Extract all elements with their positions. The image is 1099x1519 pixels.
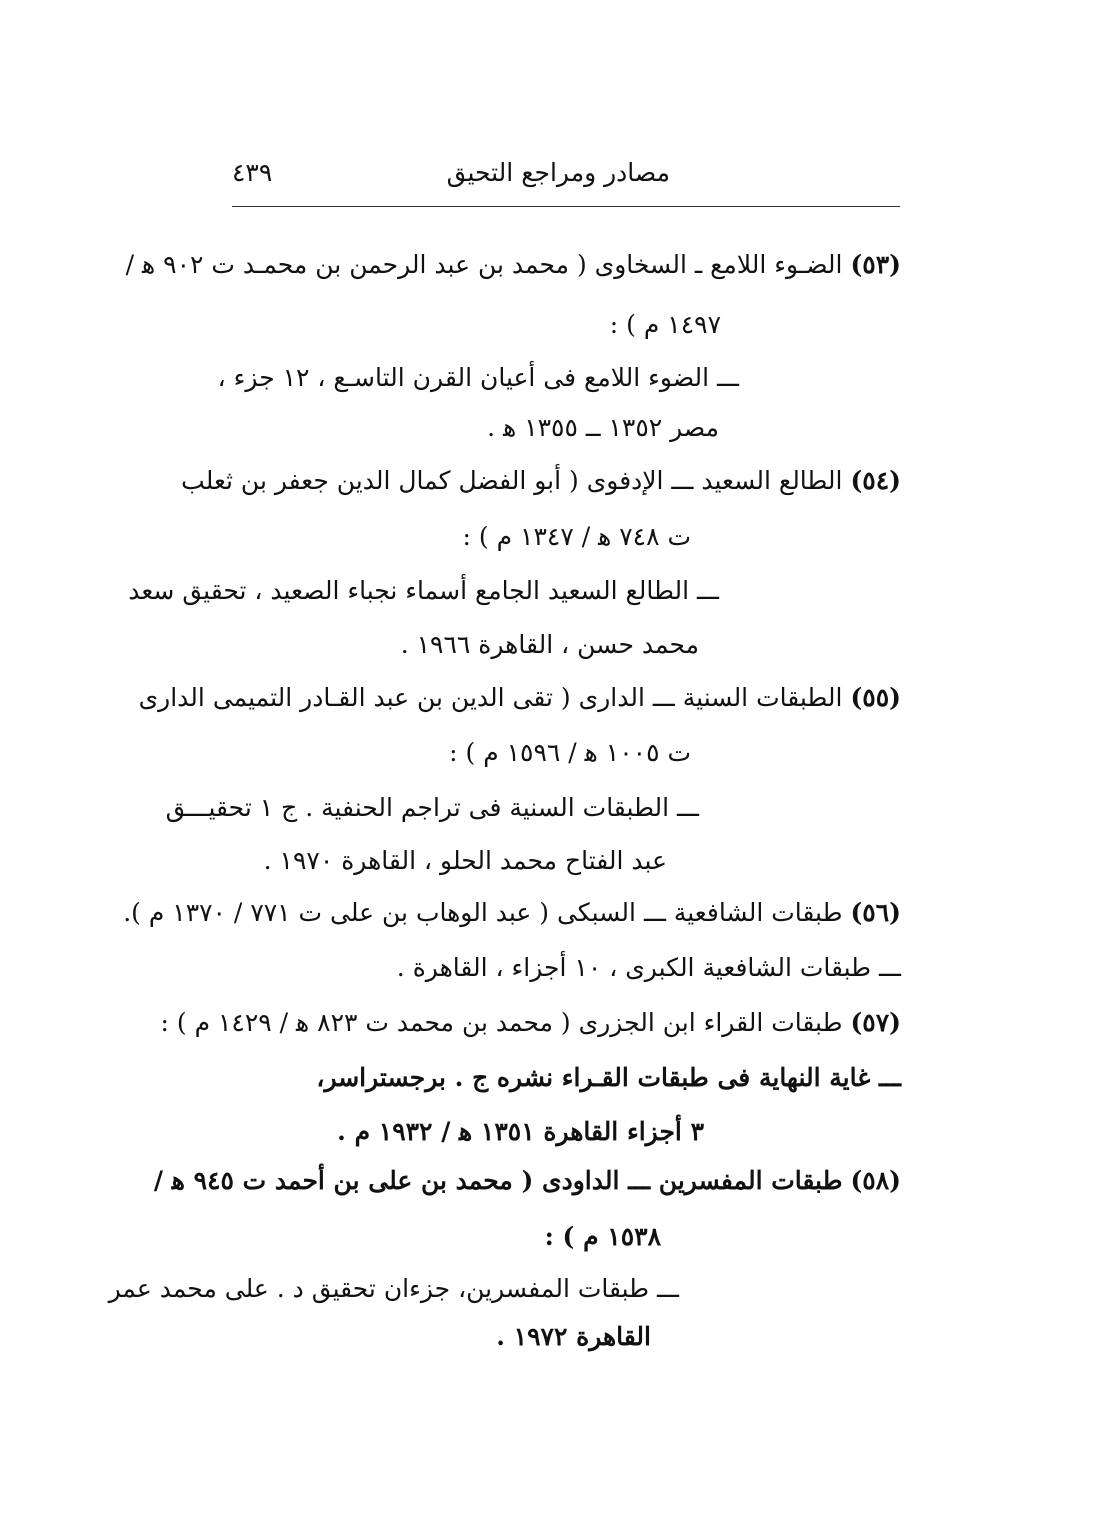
entry-heading: الطبقات السنية ـــ الدارى ( تقى الدين بن عبد القـادر التميمى الدارى (138, 683, 843, 712)
entry-54-heading-line (181, 468, 901, 493)
entry-work: ـــ الطالع السعيد الجامع أسماء نجباء الصعيد ، تحقيق سعد (128, 576, 719, 605)
entry-heading-continuation: ت ٧٤٨ ﻫ / ١٣٤٧ م ) : (462, 522, 691, 551)
page-header (232, 158, 900, 208)
entry-58-heading-line (154, 1168, 901, 1193)
entry-heading: الطالع السعيد ـــ الإدفوى ( أبو الفضل كمال الدين جعفر بن ثعلب (181, 466, 843, 495)
entry-53-heading-line (125, 250, 901, 279)
entry-number: (٥٨) (850, 1166, 901, 1195)
entry-work: ـــ الطبقات السنية فى تراجم الحنفية . ج ١ تحقيـــق (165, 793, 699, 822)
entry-number: (٥٥) (850, 683, 901, 712)
entry-number: (٥٤) (850, 466, 901, 495)
entry-work-continuation: القاهرة ١٩٧٢ . (496, 1322, 651, 1351)
entry-heading-continuation: ت ١٠٠٥ ﻫ / ١٥٩٦ م ) : (449, 738, 691, 767)
entry-heading: طبقات القراء ابن الجزرى ( محمد بن محمد ت ٨٢٣ ﻫ / ١٤٢٩ م ) : (160, 1008, 843, 1037)
entry-work: ـــ الضوء اللامع فى أعيان القرن التاسـع ، ١٢ جزء ، (217, 363, 739, 392)
entry-work-continuation: عبد الفتاح محمد الحلو ، القاهرة ١٩٧٠ . (263, 846, 667, 875)
entry-work-continuation: مصر ١٣٥٢ ــ ١٣٥٥ ﻫ . (487, 413, 719, 442)
entry-57-heading-line (161, 1010, 902, 1035)
entry-heading: طبقات المفسرين ـــ الداودى ( محمد بن على بن أحمد ت ٩٤٥ ﻫ / (153, 1166, 843, 1195)
entry-number: (٥٣) (850, 250, 901, 279)
entry-heading-continuation: ١٥٣٨ م ) : (544, 1222, 661, 1251)
entry-work-continuation: محمد حسن ، القاهرة ١٩٦٦ . (400, 630, 699, 659)
entry-number: (٥٧) (850, 1008, 901, 1037)
running-title: مصادر ومراجع التحيق (446, 158, 670, 187)
entry-work: ـــ طبقات الشافعية الكبرى ، ١٠ أجزاء ، القاهرة . (396, 953, 901, 982)
header-rule (232, 206, 900, 207)
page-number: ٤٣٩ (232, 158, 273, 187)
entry-work: ـــ غاية النهاية فى طبقات القـراء نشره ج . برجستراسر، (316, 1063, 901, 1092)
entry-work: ـــ طبقات المفسرين، جزءان تحقيق د . على محمد عمر (108, 1274, 679, 1303)
entry-heading: الضـوء اللامع ـ السخاوى ( محمد بن عبد الرحمن بن محمـد ت ٩٠٢ ﻫ / (125, 250, 843, 279)
entry-56-heading-line (123, 900, 901, 925)
entry-number: (٥٦) (850, 898, 901, 927)
entry-heading: طبقات الشافعية ـــ السبكى ( عبد الوهاب بن على ت ٧٧١ / ١٣٧٠ م ). (123, 898, 843, 927)
entry-heading-continuation: ١٤٩٧ م ) : (609, 310, 721, 339)
entry-work-continuation: ٣ أجزاء القاهرة ١٣٥١ ﻫ / ١٩٣٢ م . (337, 1117, 704, 1146)
entry-55-heading-line (139, 685, 901, 710)
